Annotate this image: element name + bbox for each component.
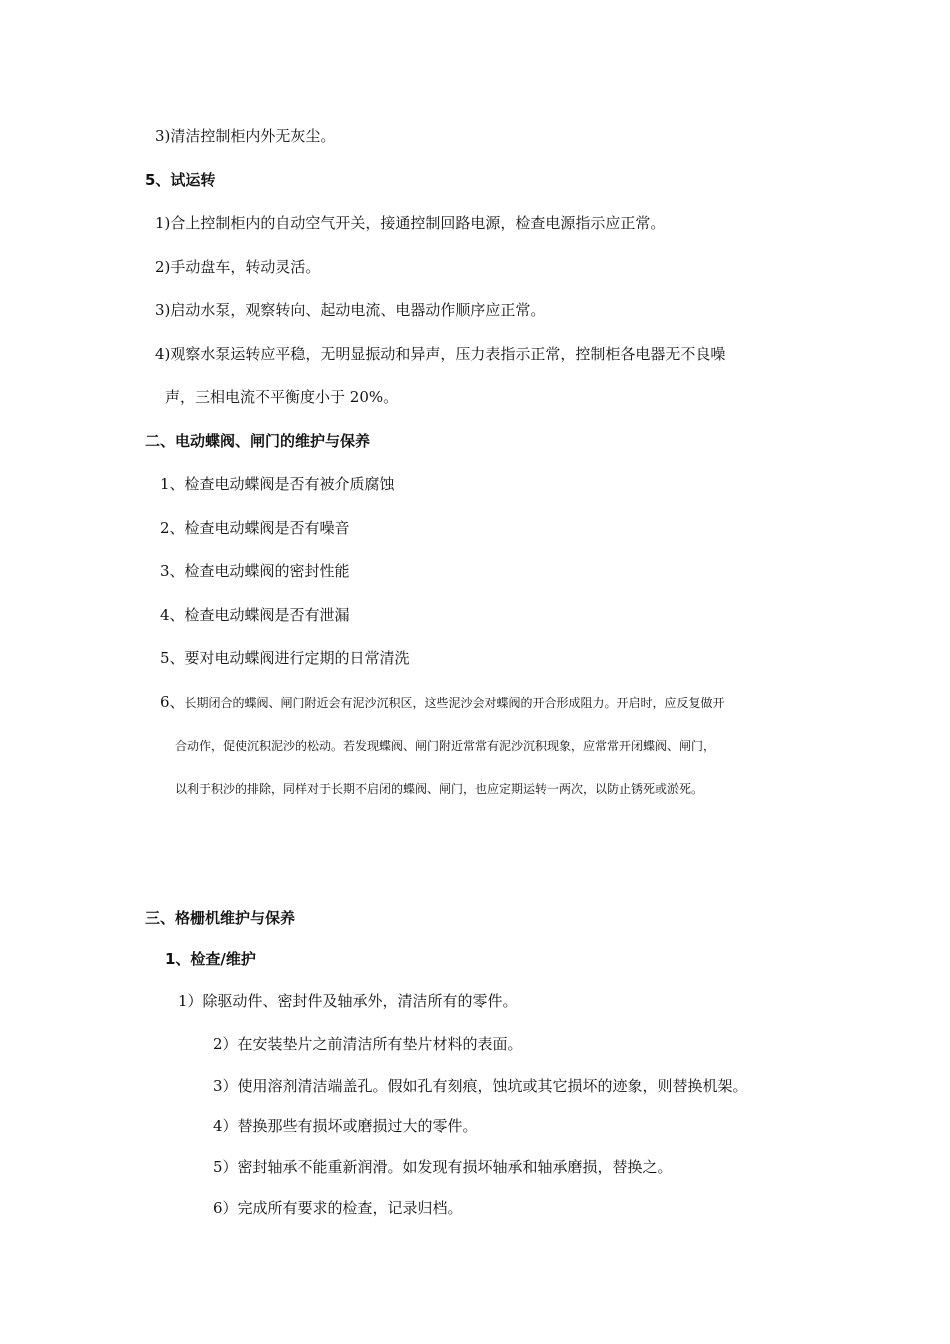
step-1-power-on: 1)合上控制柜内的自动空气开关，接通控制回路电源，检查电源指示应正常。 [155,214,666,232]
grille-step-1: 1）除驱动件、密封件及轴承外，清洁所有的零件。 [178,992,518,1010]
step-2-manual-turn: 2)手动盘车，转动灵活。 [155,258,321,276]
valve-check-6-line-2: 合动作，促使沉积泥沙的松动。若发现蝶阀、闸门附近常常有泥沙沉积现象，应常常开闭蝶阀、闸门， [175,739,716,753]
valve-check-6-number: 6、 [160,693,185,711]
grille-step-6: 6）完成所有要求的检查，记录归档。 [213,1199,463,1217]
section-5-heading: 5、试运转 [145,171,216,189]
step-3-clean-cabinet: 3)清洁控制柜内外无灰尘。 [155,127,336,145]
valve-check-6-text: 长期闭合的蝶阀、闸门附近会有泥沙沉积区，这些泥沙会对蝶阀的开合形成阻力。开启时，应反复做开 [184,696,725,710]
valve-check-4: 4、检查电动蝶阀是否有泄漏 [160,606,350,624]
section-3-heading: 三、格栅机维护与保养 [145,909,296,927]
valve-check-3: 3、检查电动蝶阀的密封性能 [160,562,350,580]
grille-step-3: 3）使用溶剂清洁端盖孔。假如孔有刻痕，蚀坑或其它损坏的迹象，则替换机架。 [213,1077,748,1095]
step-3-start-pump: 3)启动水泵，观察转向、起动电流、电器动作顺序应正常。 [155,301,546,319]
valve-check-6-line-3: 以利于积沙的排除，同样对于长期不启闭的蝶阀、闸门，也应定期运转一两次，以防止锈死或淤死。 [175,782,704,796]
valve-check-1: 1、检查电动蝶阀是否有被介质腐蚀 [160,475,395,493]
valve-check-5: 5、要对电动蝶阀进行定期的日常清洗 [160,649,410,667]
section-2-heading: 二、电动蝶阀、闸门的维护与保养 [145,432,371,450]
grille-step-2: 2）在安装垫片之前清洁所有垫片材料的表面。 [213,1035,523,1053]
grille-step-5: 5）密封轴承不能重新润滑。如发现有损坏轴承和轴承磨损，替换之。 [213,1158,673,1176]
valve-check-2: 2、检查电动蝶阀是否有噪音 [160,519,350,537]
step-4-continued: 声，三相电流不平衡度小于 20%。 [165,388,399,406]
subsection-1-heading: 1、检查/维护 [165,950,256,968]
valve-check-6 [160,692,725,712]
grille-step-4: 4）替换那些有损坏或磨损过大的零件。 [213,1117,478,1135]
step-4-observe-pump: 4)观察水泵运转应平稳，无明显振动和异声，压力表指示正常，控制柜各电器无不良噪 [155,345,726,363]
